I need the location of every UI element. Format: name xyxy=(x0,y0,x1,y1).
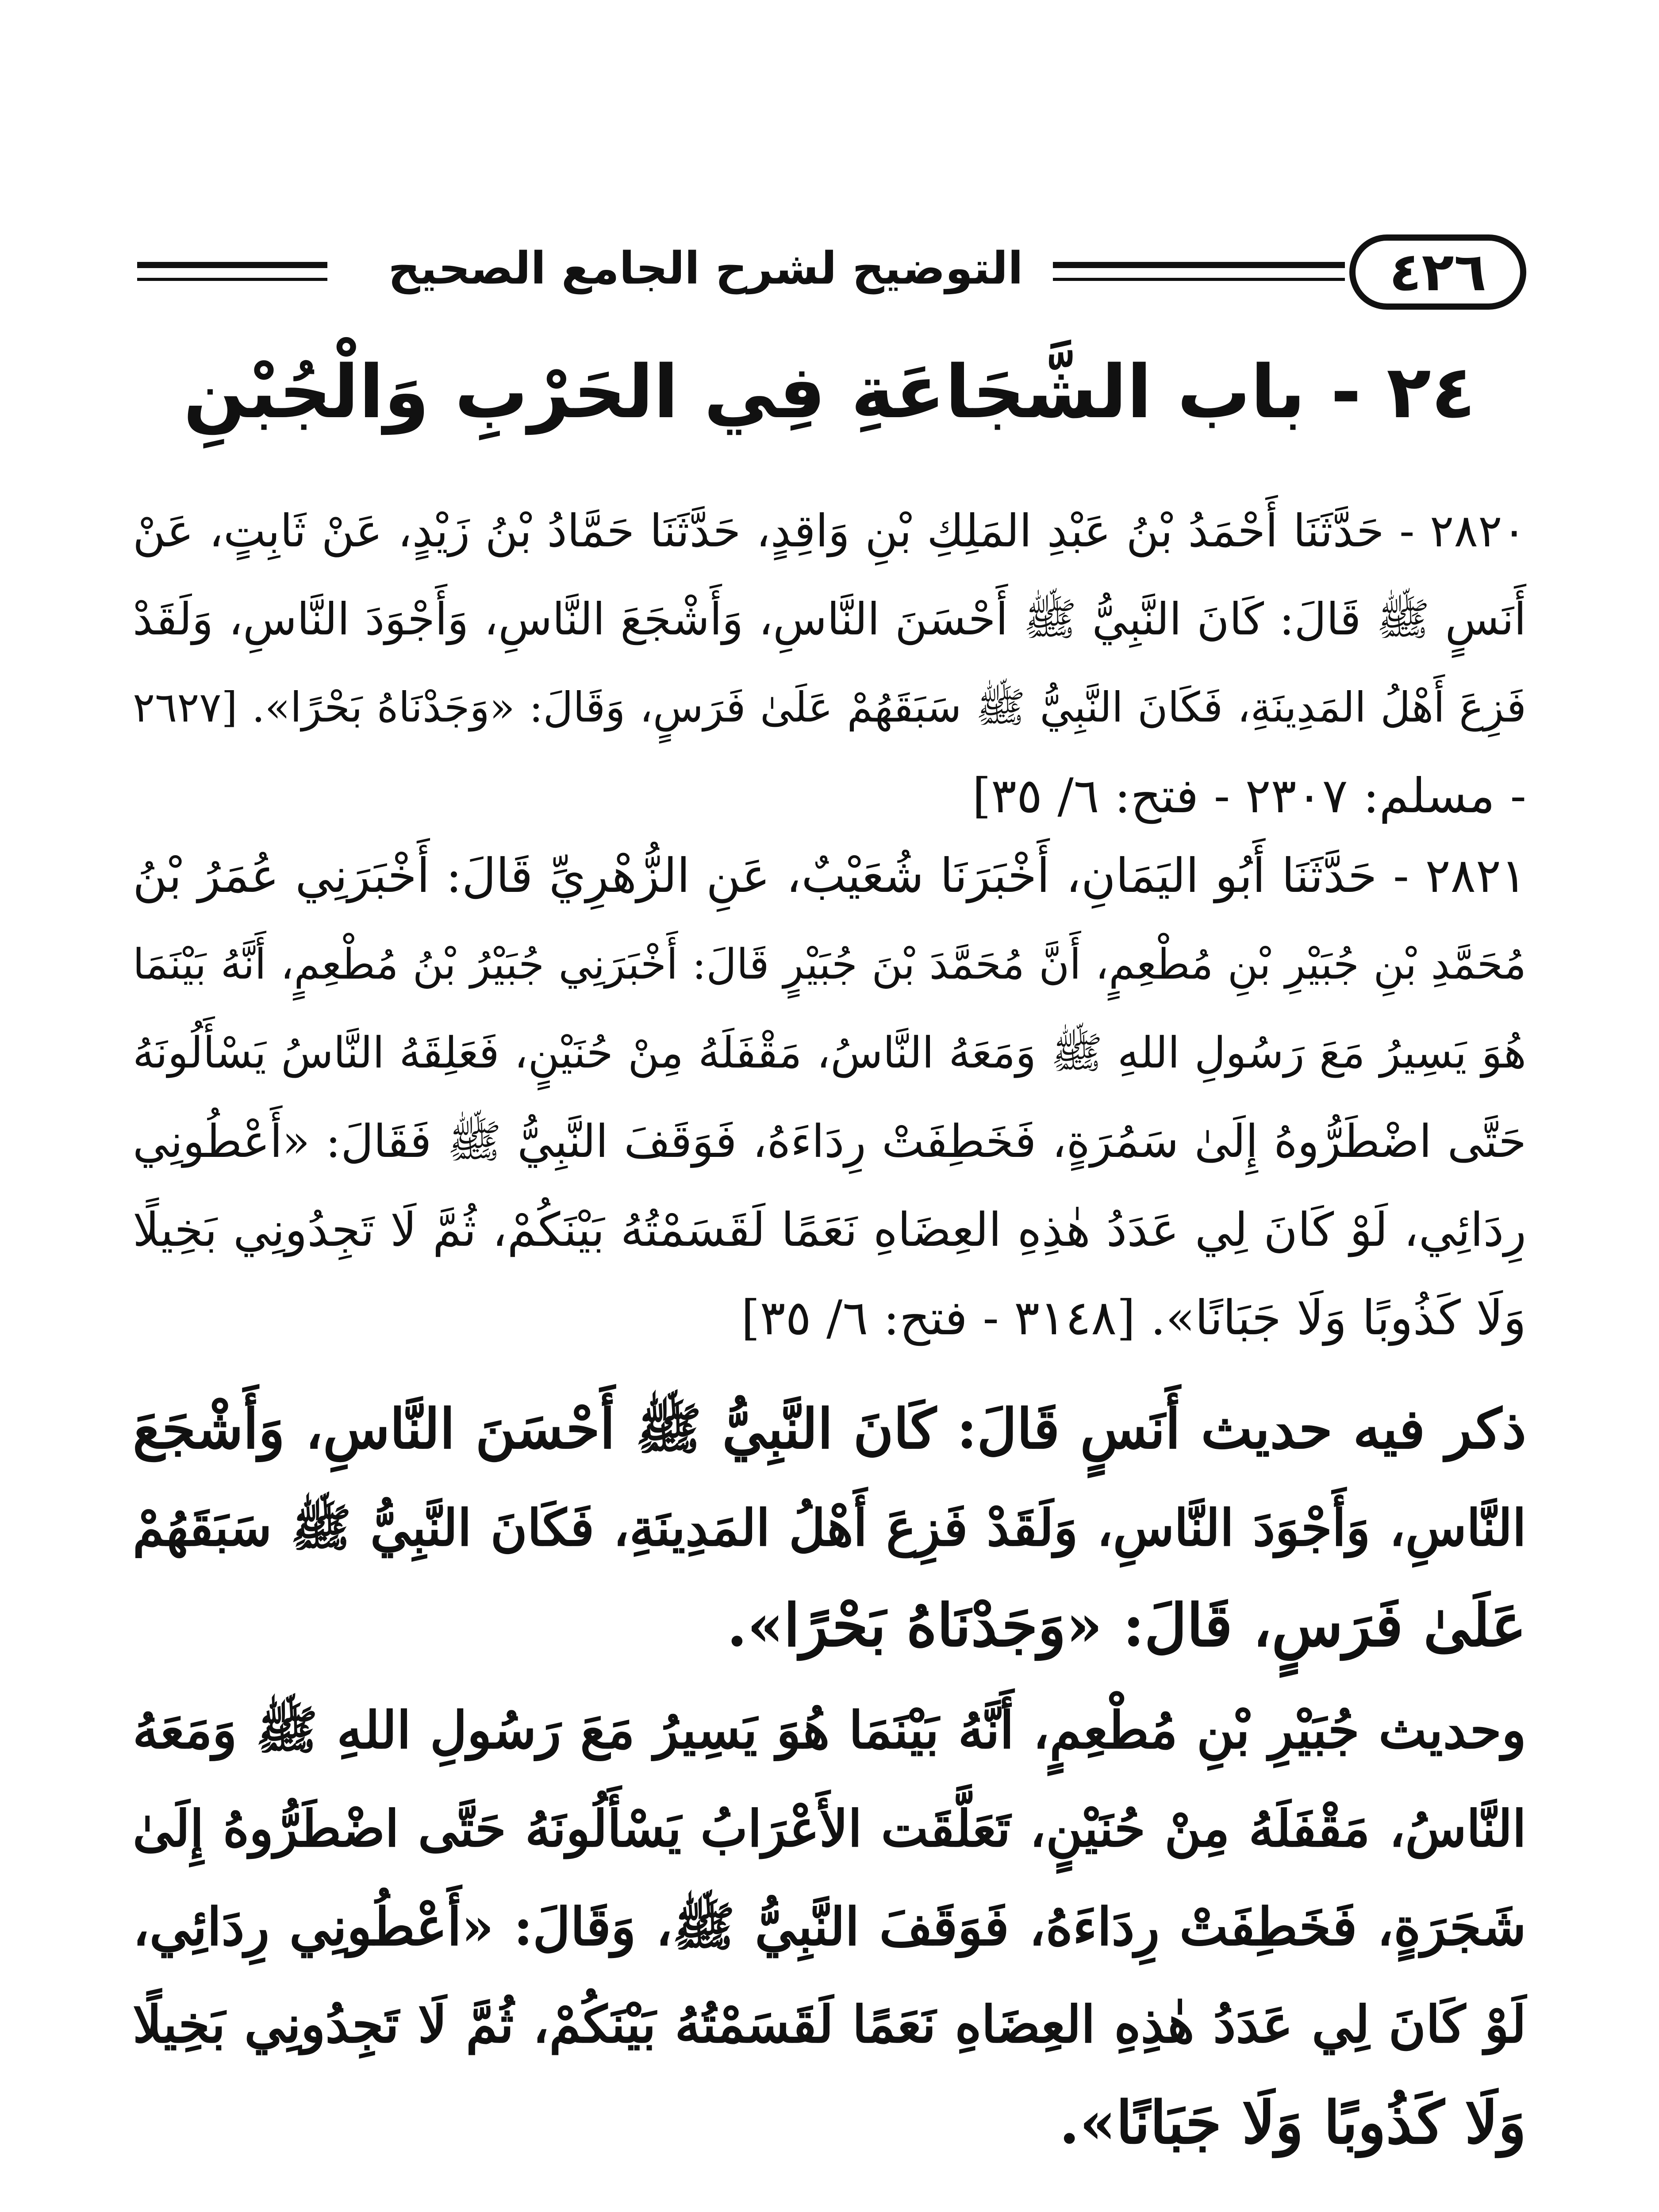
hadith-2821-line: وَلَا كَذُوبًا وَلَا جَبَانًا». [٣١٤٨ - فتح: ٦/ ٣٥] xyxy=(741,1290,1526,1346)
commentary-2-line: لَوْ كَانَ لِي عَدَدُ هٰذِهِ العِضَاهِ نَعَمًا لَقَسَمْتُهُ بَيْنَكُمْ، ثُمَّ لَا تَجِدُونِي بَخِيلًا xyxy=(133,1995,1526,2055)
hadith-2821-line: ٢٨٢١ - حَدَّثَنَا أَبُو اليَمَانِ، أَخْبَرَنَا شُعَيْبٌ، عَنِ الزُّهْرِيِّ قَالَ: أَخْبَرَنِي عُمَرُ بْنُ xyxy=(133,849,1526,903)
hadith-2820 xyxy=(133,487,1526,841)
hadith-2821 xyxy=(133,832,1526,1363)
hadith-2820-line: - مسلم: ٢٣٠٧ - فتح: ٦/ ٣٥] xyxy=(972,768,1526,824)
header-rule-mid-2 xyxy=(1053,278,1345,281)
commentary-paragraph-1 xyxy=(133,1380,1526,1675)
commentary-1-line: النَّاسِ، وَأَجْوَدَ النَّاسِ، وَلَقَدْ فَزِعَ أَهْلُ المَدِينَةِ، فَكَانَ النَّبِيُّ ﷺ سَبَقَهُمْ xyxy=(133,1498,1526,1557)
running-header xyxy=(137,230,1522,314)
header-rule-left-2 xyxy=(137,278,327,281)
running-title: التوضيح لشرح الجامع الصحيح xyxy=(388,242,1023,294)
hadith-2820-line: فَزِعَ أَهْلُ المَدِينَةِ، فَكَانَ النَّبِيُّ ﷺ سَبَقَهُمْ عَلَىٰ فَرَسٍ، وَقَالَ: «وَجَدْنَاهُ بَحْرًا». [٢٦٢٧ xyxy=(133,684,1526,732)
hadith-2821-line: مُحَمَّدِ بْنِ جُبَيْرِ بْنِ مُطْعِمٍ، أَنَّ مُحَمَّدَ بْنَ جُبَيْرٍ قَالَ: أَخْبَرَنِي جُبَيْرُ بْنُ مُطْعِمٍ، أَنَّهُ بَيْنَمَا xyxy=(133,940,1526,989)
header-rule-mid-1 xyxy=(1053,262,1345,268)
commentary-paragraph-2 xyxy=(133,1681,1526,2172)
hadith-2821-line: رِدَائِي، لَوْ كَانَ لِي عَدَدُ هٰذِهِ العِضَاهِ نَعَمًا لَقَسَمْتُهُ بَيْنَكُمْ، ثُمَّ لَا تَجِدُونِي بَخِيلًا xyxy=(133,1203,1526,1257)
hadith-2820-line: ٢٨٢٠ - حَدَّثَنَا أَحْمَدُ بْنُ عَبْدِ المَلِكِ بْنِ وَاقِدٍ، حَدَّثَنَا حَمَّادُ بْنُ زَيْدٍ، عَنْ ثَابِتٍ، عَنْ xyxy=(133,505,1526,557)
page-number: ٤٢٦ xyxy=(1349,234,1526,310)
hadith-2821-line: هُوَ يَسِيرُ مَعَ رَسُولِ اللهِ ﷺ وَمَعَهُ النَّاسُ، مَقْفَلَهُ مِنْ حُنَيْنٍ، فَعَلِقَهُ النَّاسُ يَسْأَلُونَهُ xyxy=(133,1028,1526,1078)
hadith-2821-line: حَتَّى اضْطَرُّوهُ إِلَىٰ سَمُرَةٍ، فَخَطِفَتْ رِدَاءَهُ، فَوَقَفَ النَّبِيُّ ﷺ فَقَالَ: «أَعْطُونِي xyxy=(133,1115,1526,1167)
hadith-2820-line: أَنَسٍ ﷺ قَالَ: كَانَ النَّبِيُّ ﷺ أَحْسَنَ النَّاسِ، وَأَشْجَعَ النَّاسِ، وَأَجْوَدَ النَّاسِ، وَلَقَدْ xyxy=(133,593,1526,645)
commentary-1-line: عَلَىٰ فَرَسٍ، قَالَ: «وَجَدْنَاهُ بَحْرًا». xyxy=(726,1591,1526,1660)
commentary-2-line: وَلَا كَذُوبًا وَلَا جَبَانًا». xyxy=(1059,2089,1526,2157)
commentary-2-line: شَجَرَةٍ، فَخَطِفَتْ رِدَاءَهُ، فَوَقَفَ النَّبِيُّ ﷺ، وَقَالَ: «أَعْطُونِي رِدَائِي، xyxy=(133,1896,1526,1957)
header-rule-left-1 xyxy=(137,262,327,268)
commentary-1-line: ذكر فيه حديث أَنَسٍ قَالَ: كَانَ النَّبِيُّ ﷺ أَحْسَنَ النَّاسِ، وَأَشْجَعَ xyxy=(133,1397,1526,1461)
commentary-2-line: النَّاسُ، مَقْفَلَهُ مِنْ حُنَيْنٍ، تَعَلَّقَت الأَعْرَابُ يَسْأَلُونَهُ حَتَّى اضْطَرُّوهُ إِلَىٰ xyxy=(133,1799,1526,1858)
chapter-title: ٢٤ - باب الشَّجَاعَةِ فِي الحَرْبِ وَالْجُبْنِ xyxy=(183,349,1476,434)
commentary-2-line: وحديث جُبَيْرِ بْنِ مُطْعِمٍ، أَنَّهُ بَيْنَمَا هُوَ يَسِيرُ مَعَ رَسُولِ اللهِ ﷺ وَمَعَهُ xyxy=(133,1700,1526,1760)
